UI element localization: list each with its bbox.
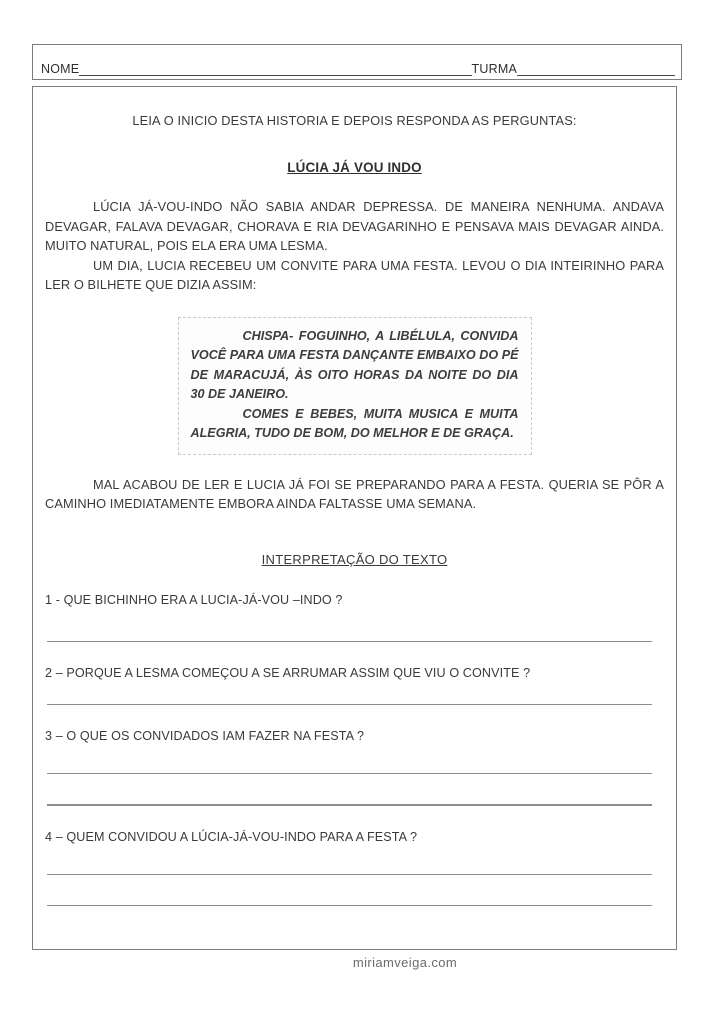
turma-input-rule[interactable] (517, 62, 675, 76)
question-block-4 (45, 830, 664, 907)
questions-list (45, 593, 664, 907)
student-identification-box (32, 44, 682, 80)
invitation-paragraph-1: CHISPA- FOGUINHO, A LIBÉLULA, CONVIDA VOCÊ PARA UMA FESTA DANÇANTE EMBAIXO DO PÉ DE MARACUJÁ, ÀS OITO HORAS DA NOITE DO DIA 30 DE JANEIRO. (190, 328, 519, 401)
question-text-4: 4 – QUEM CONVIDOU A LÚCIA-JÁ-VOU-INDO PARA A FESTA ? (45, 829, 418, 844)
story-paragraph-1: LÚCIA JÁ-VOU-INDO NÃO SABIA ANDAR DEPRESSA. DE MANEIRA NENHUMA. ANDAVA DEVAGAR, FALAVA DEVAGAR, CHORAVA E RIA DEVAGARINHO E PENSAVA MAIS DEVAGAR AINDA. MUITO NATURAL, POIS ELA ERA UMA LESMA. (45, 199, 664, 253)
footer-credit: miriamveiga.com (352, 955, 458, 970)
worksheet-content-box (32, 86, 677, 950)
story-paragraph-2: UM DIA, LUCIA RECEBEU UM CONVITE PARA UMA FESTA. LEVOU O DIA INTEIRINHO PARA LER O BILHETE QUE DIZIA ASSIM: (45, 257, 664, 292)
invitation-paragraph-2: COMES E BEBES, MUITA MUSICA E MUITA ALEGRIA, TUDO DE BOM, DO MELHOR E DE GRAÇA. (190, 406, 519, 440)
worksheet-inner-content (45, 87, 664, 906)
question-text-3: 3 – O QUE OS CONVIDADOS IAM FAZER NA FESTA ? (45, 729, 365, 744)
invitation-note-box (178, 317, 532, 455)
answer-line-4-2[interactable] (47, 905, 652, 906)
question-block-2 (45, 666, 664, 705)
section-title-interpretation: INTERPRETAÇÃO DO TEXTO (261, 551, 448, 567)
question-block-3 (45, 729, 664, 806)
question-text-2: 2 – PORQUE A LESMA COMEÇOU A SE ARRUMAR ASSIM QUE VIU O CONVITE ? (45, 665, 531, 680)
question-block-1 (45, 593, 664, 642)
story-title: LÚCIA JÁ VOU INDO (287, 160, 422, 175)
question-text-1: 1 - QUE BICHINHO ERA A LUCIA-JÁ-VOU –INDO ? (45, 592, 343, 607)
nome-input-rule[interactable] (79, 62, 471, 76)
identification-fields (41, 62, 675, 76)
story-paragraph-3: MAL ACABOU DE LER E LUCIA JÁ FOI SE PREPARANDO PARA A FESTA. QUERIA SE PÔR A CAMINHO IMEDIATAMENTE EMBORA AINDA FALTASSE UMA SEMANA. (45, 476, 664, 511)
turma-label: TURMA (471, 62, 517, 76)
instruction-text: LEIA O INICIO DESTA HISTORIA E DEPOIS RESPONDA AS PERGUNTAS: (132, 113, 577, 128)
footer (0, 955, 724, 970)
nome-label: NOME (41, 62, 80, 76)
